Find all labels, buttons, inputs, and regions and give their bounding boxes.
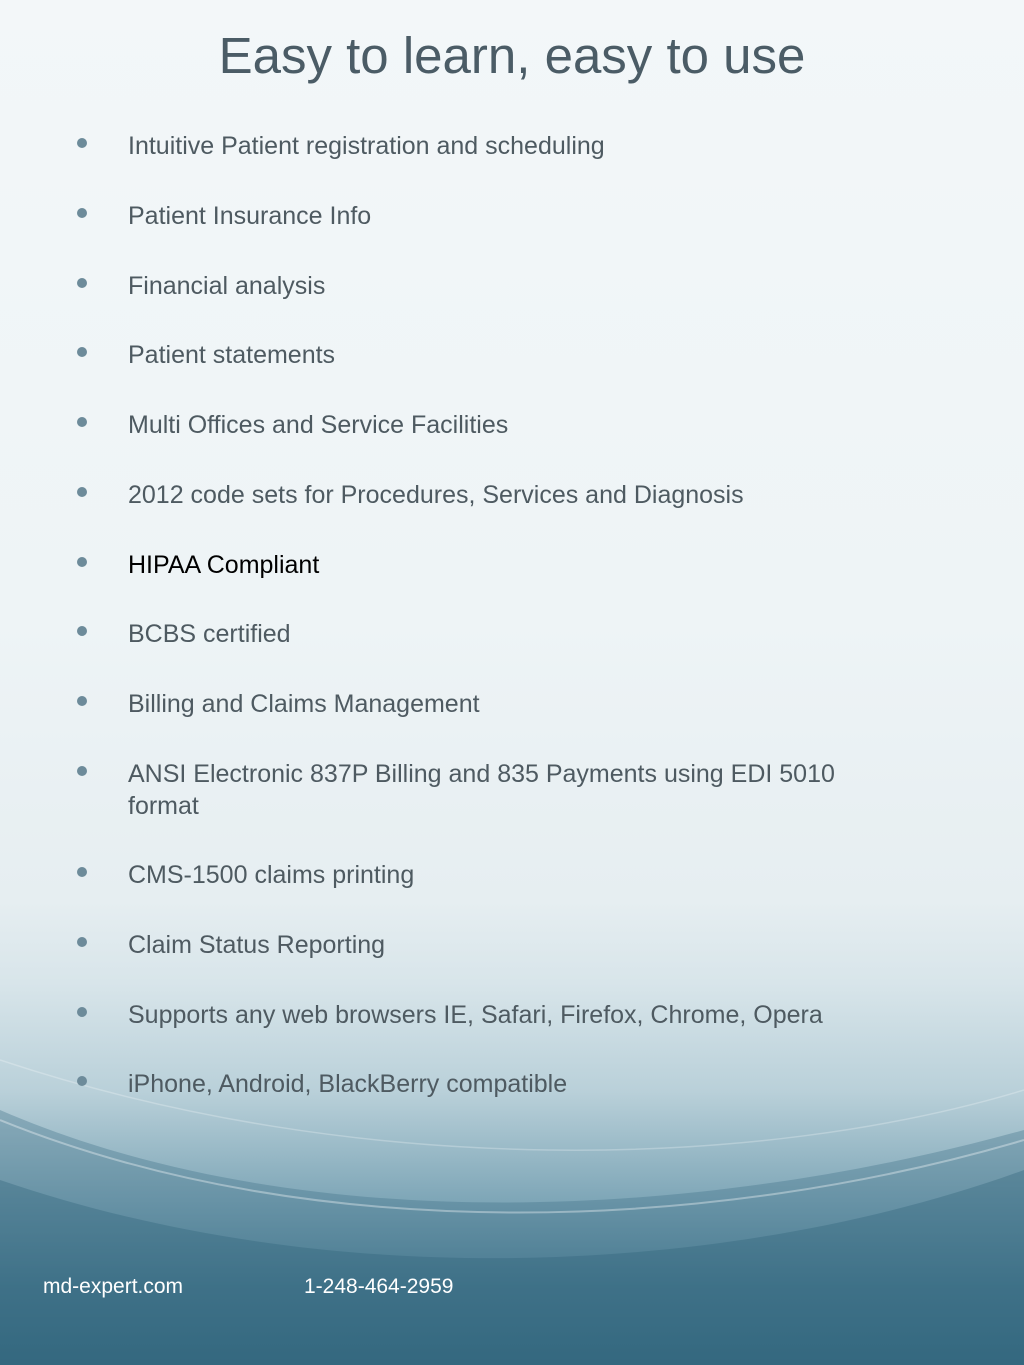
list-item-text: Supports any web browsers IE, Safari, Firefox, Chrome, Opera bbox=[128, 1001, 823, 1029]
bullet-icon bbox=[77, 1076, 87, 1086]
list-item-text: Claim Status Reporting bbox=[128, 931, 386, 959]
bullet-icon bbox=[77, 766, 87, 776]
bullet-icon bbox=[77, 278, 87, 288]
list-item-text: 2012 code sets for Procedures, Services and Diagnosis bbox=[128, 481, 744, 509]
bullet-icon bbox=[77, 867, 87, 877]
list-item-text: Intuitive Patient registration and scheduling bbox=[128, 132, 605, 160]
list-item-text: BCBS certified bbox=[128, 620, 291, 648]
list-item-text: HIPAA Compliant bbox=[128, 551, 320, 579]
bullet-icon bbox=[77, 557, 87, 567]
list-item-text: Financial analysis bbox=[128, 272, 326, 300]
bullet-icon bbox=[77, 487, 87, 497]
list-item-text: Multi Offices and Service Facilities bbox=[128, 411, 509, 439]
bullet-icon bbox=[77, 1007, 87, 1017]
bullet-icon bbox=[77, 937, 87, 947]
footer-phone: 1-248-464-2959 bbox=[304, 1275, 454, 1298]
bullet-icon bbox=[77, 696, 87, 706]
footer-website: md-expert.com bbox=[43, 1275, 184, 1298]
list-item-text: iPhone, Android, BlackBerry compatible bbox=[128, 1070, 568, 1098]
list-item-text: ANSI Electronic 837P Billing and 835 Payments using EDI 5010 format bbox=[128, 760, 835, 820]
bullet-icon bbox=[77, 626, 87, 636]
list-item-text: Patient Insurance Info bbox=[128, 202, 372, 230]
list-item-text: Billing and Claims Management bbox=[128, 690, 480, 718]
slide-title: Easy to learn, easy to use bbox=[218, 27, 806, 84]
bullet-icon bbox=[77, 347, 87, 357]
bullet-icon bbox=[77, 138, 87, 148]
list-item-text: CMS-1500 claims printing bbox=[128, 861, 415, 889]
bullet-icon bbox=[77, 417, 87, 427]
list-item-text: Patient statements bbox=[128, 341, 336, 369]
bullet-icon bbox=[77, 208, 87, 218]
